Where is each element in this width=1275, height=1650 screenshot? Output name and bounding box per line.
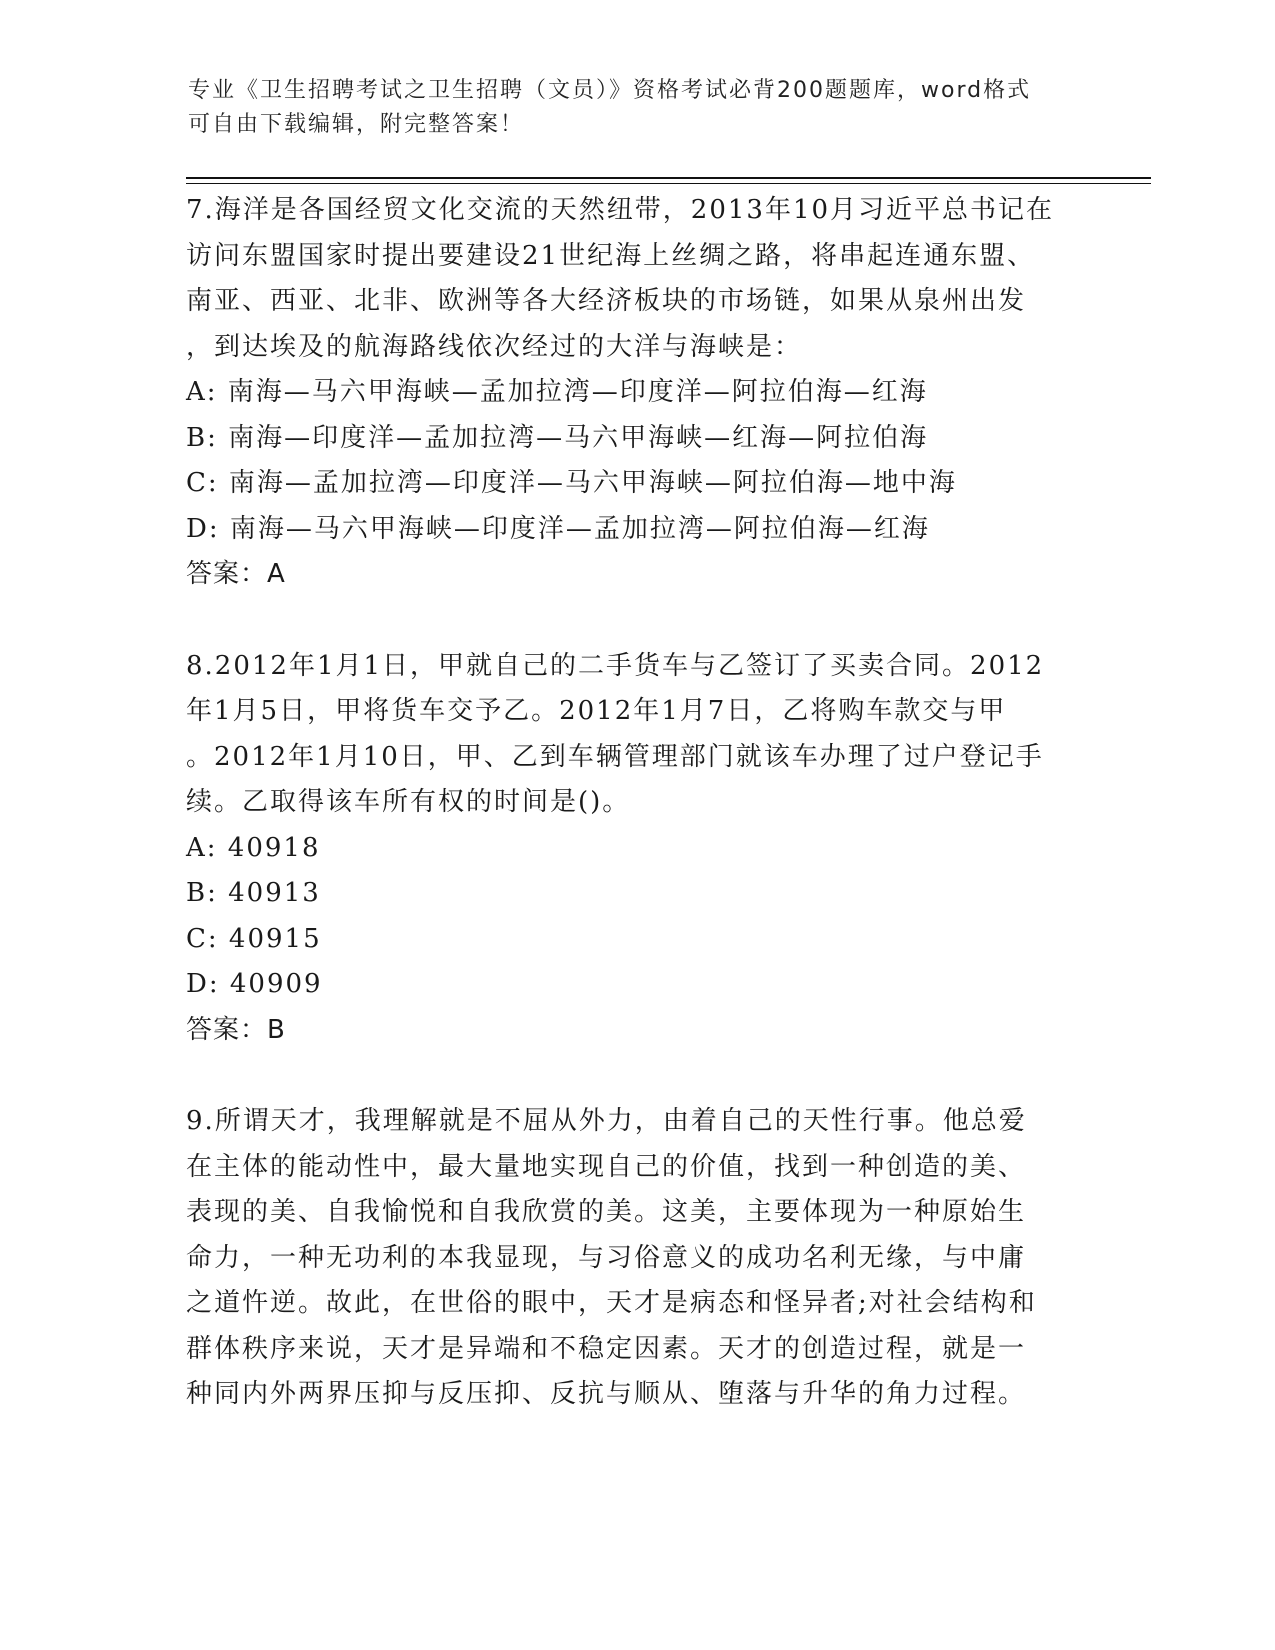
option-c: C: 40915 <box>186 923 322 954</box>
question-text-line: 种同内外两界压抑与反压抑、反抗与顺从、堕落与升华的角力过程。 <box>186 1379 1027 1409</box>
option-d: D: 40909 <box>186 969 323 999</box>
question-text-line: 表现的美、自我愉悦和自我欣赏的美。这美，主要体现为一种原始生 <box>186 1197 1027 1227</box>
question-text-line: 8.2012年1月1日，甲就自己的二手货车与乙签订了买卖合同。2012 <box>186 650 1045 681</box>
question-text-line: 之道忤逆。故此，在世俗的眼中，天才是病态和怪异者;对社会结构和 <box>186 1288 1037 1318</box>
question-spacer <box>186 1053 1086 1099</box>
question-text-line: 命力，一种无功利的本我显现，与习俗意义的成功名利无缘，与中庸 <box>186 1242 1027 1273</box>
question-text-line: 群体秩序来说，天才是异端和不稳定因素。天才的创造过程，就是一 <box>186 1333 1027 1364</box>
question-text-line: 续。乙取得该车所有权的时间是()。 <box>186 787 631 817</box>
question-8 <box>186 644 1086 1054</box>
question-spacer <box>186 598 1086 644</box>
option-b: B: 40913 <box>186 878 321 908</box>
header-divider-thick <box>186 177 1151 179</box>
question-list <box>186 188 1086 1418</box>
question-text-line: ，到达埃及的航海路线依次经过的大洋与海峡是： <box>186 331 803 362</box>
answer-label: 答案：B <box>186 1014 286 1045</box>
document-header <box>188 74 1088 142</box>
option-c: C: 南海—孟加拉湾—印度洋—马六甲海峡—阿拉伯海—地中海 <box>186 468 957 498</box>
header-title-line-1: 专业《卫生招聘考试之卫生招聘（文员）》资格考试必背200题题库，word格式 <box>188 78 1032 103</box>
question-text-line: 7.海洋是各国经贸文化交流的天然纽带，2013年10月习近平总书记在 <box>186 195 1055 225</box>
option-b: B: 南海—印度洋—孟加拉湾—马六甲海峡—红海—阿拉伯海 <box>186 422 929 453</box>
question-9 <box>186 1099 1086 1418</box>
option-d: D: 南海—马六甲海峡—印度洋—孟加拉湾—阿拉伯海—红海 <box>186 513 930 544</box>
question-text-line: 。2012年1月10日，甲、乙到车辆管理部门就该车办理了过户登记手 <box>186 741 1044 772</box>
answer-label: 答案：A <box>186 559 286 589</box>
question-text-line: 南亚、西亚、北非、欧洲等各大经济板块的市场链，如果从泉州出发 <box>186 286 1027 316</box>
header-title-line-2: 可自由下载编辑，附完整答案！ <box>188 112 525 137</box>
header-divider-thin <box>186 183 1151 184</box>
question-text-line: 年1月5日，甲将货车交予乙。2012年1月7日，乙将购车款交与甲 <box>186 696 1007 726</box>
question-text-line: 访问东盟国家时提出要建设21世纪海上丝绸之路，将串起连通东盟、 <box>186 240 1036 271</box>
option-a: A: 40918 <box>186 832 321 863</box>
question-text-line: 在主体的能动性中，最大量地实现自己的价值，找到一种创造的美、 <box>186 1151 1027 1182</box>
option-a: A: 南海—马六甲海峡—孟加拉湾—印度洋—阿拉伯海—红海 <box>186 377 928 407</box>
question-text-line: 9.所谓天才，我理解就是不屈从外力，由着自己的天性行事。他总爱 <box>186 1106 1027 1136</box>
question-7 <box>186 188 1086 598</box>
